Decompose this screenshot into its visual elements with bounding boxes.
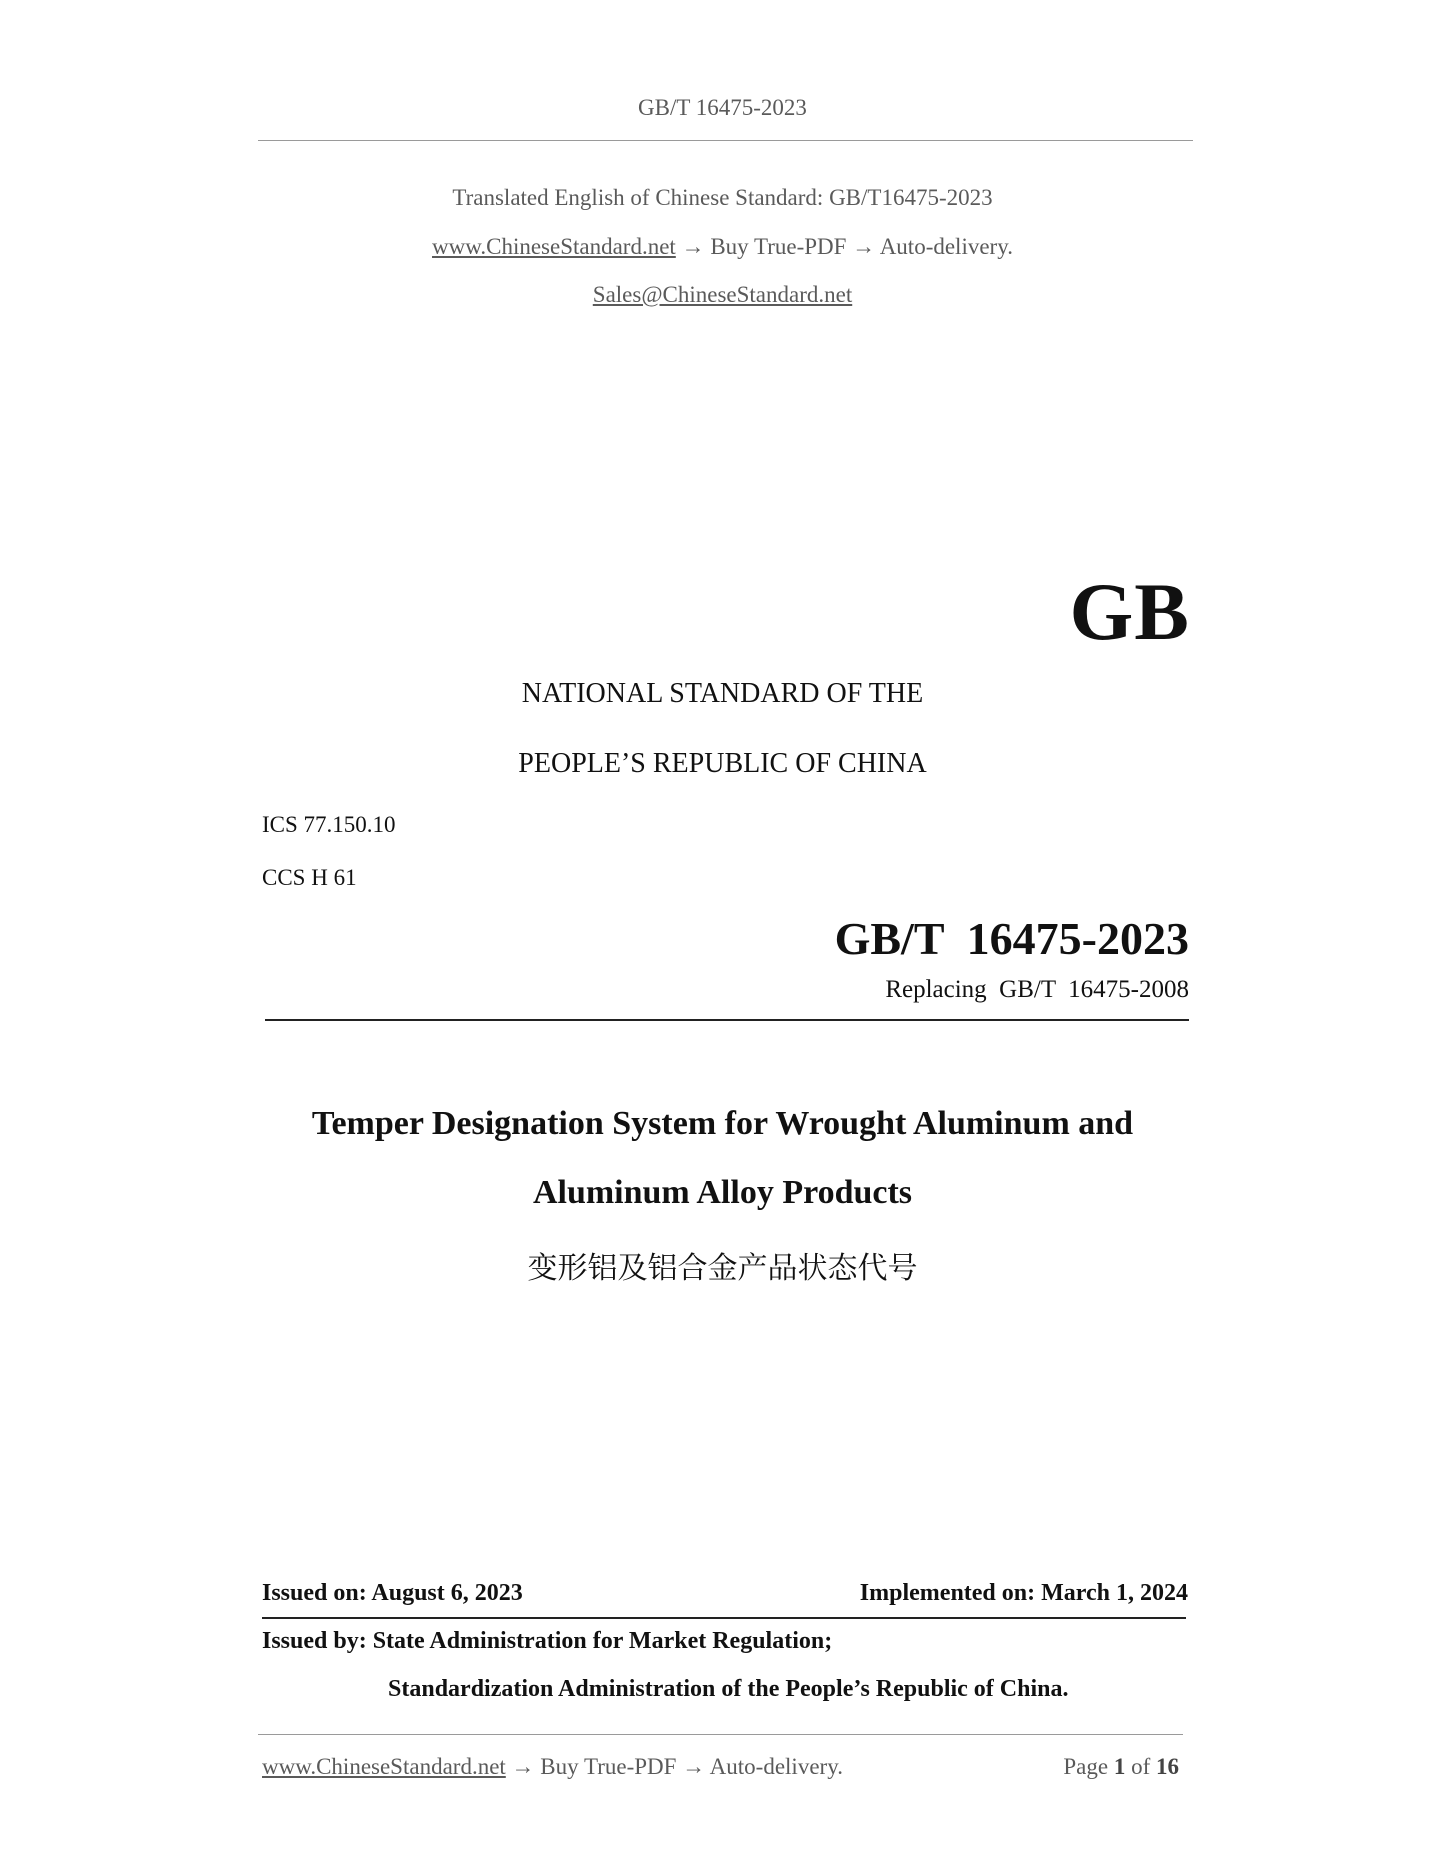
auto-delivery-text: Auto-delivery. [709, 1754, 843, 1779]
arrow-icon: → [511, 1754, 535, 1779]
running-header: GB/T 16475-2023 [638, 95, 807, 120]
dates-divider [262, 1617, 1186, 1619]
header-divider [258, 140, 1193, 141]
footer-divider [258, 1734, 1183, 1735]
title-english-line1: Temper Designation System for Wrought Aluminum and [311, 1105, 1134, 1142]
title-english-line2: Aluminum Alloy Products [532, 1174, 913, 1211]
arrow-icon: → [681, 234, 705, 259]
site-link[interactable]: www.ChineseStandard.net [432, 234, 676, 259]
promo-line [0, 234, 1445, 260]
buy-text: Buy True-PDF [710, 234, 847, 259]
issued-on-date: Issued on: August 6, 2023 [262, 1580, 523, 1606]
standard-number: GB/T 16475-2023 [834, 913, 1189, 964]
footer-site-link[interactable]: www.ChineseStandard.net [262, 1754, 506, 1779]
current-page: 1 [1113, 1754, 1126, 1779]
ccs-code: CCS H 61 [262, 865, 357, 890]
footer-promo [262, 1754, 843, 1780]
national-standard-line2: PEOPLE’S REPUBLIC OF CHINA [518, 748, 927, 779]
auto-delivery-text: Auto-delivery. [879, 234, 1013, 259]
buy-text: Buy True-PDF [540, 1754, 677, 1779]
ics-code: ICS 77.150.10 [262, 812, 396, 837]
title-chinese: 变形铝及铝合金产品状态代号 [527, 1251, 918, 1286]
title-divider [265, 1019, 1189, 1021]
email-link[interactable]: Sales@ChineseStandard.net [592, 282, 853, 307]
implemented-on-date: Implemented on: March 1, 2024 [859, 1580, 1188, 1606]
page-indicator [1063, 1754, 1179, 1780]
arrow-icon: → [682, 1754, 706, 1779]
translation-notice: Translated English of Chinese Standard: GB/T16475-2023 [452, 185, 993, 210]
of-label: of [1131, 1754, 1151, 1779]
arrow-icon: → [852, 234, 876, 259]
page-label: Page [1063, 1754, 1109, 1779]
total-pages: 16 [1156, 1754, 1179, 1779]
gb-mark: GB [1069, 566, 1190, 657]
national-standard-line1: NATIONAL STANDARD OF THE [521, 678, 924, 709]
email-line [0, 282, 1445, 308]
issued-by-line1: Issued by: State Administration for Market Regulation; [262, 1628, 833, 1654]
issued-by-line2: Standardization Administration of the People’s Republic of China. [388, 1676, 1069, 1702]
replacing-note: Replacing GB/T 16475-2008 [885, 976, 1189, 1003]
